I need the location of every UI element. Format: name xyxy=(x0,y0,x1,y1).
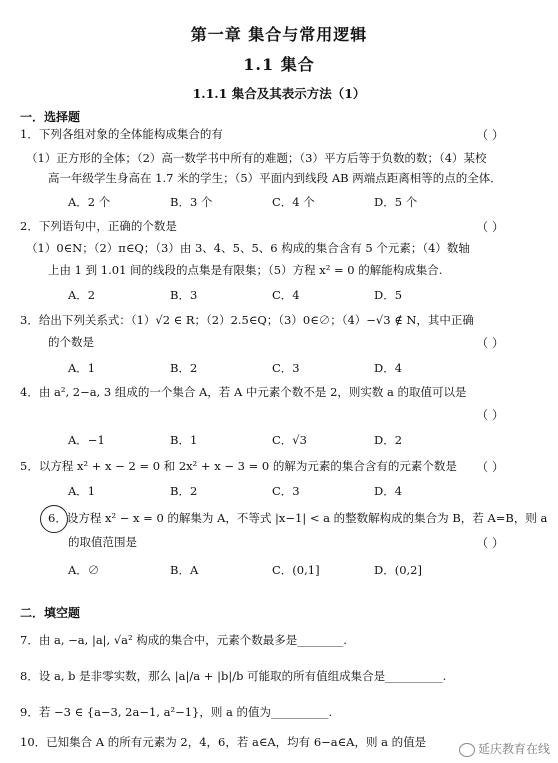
q2-option-c: C．4 xyxy=(272,288,300,302)
q1-option-c: C．4 个 xyxy=(272,195,315,209)
q3-option-c: C．3 xyxy=(272,361,300,375)
part-heading-choice: 一．选择题 xyxy=(20,110,81,124)
q1-line3: 高一年级学生身高在 1.7 米的学生；（5）平面内到线段 AB 两端点距离相等的点的全体． xyxy=(48,171,502,185)
q5-option-d: D．4 xyxy=(374,484,403,498)
q7: 7．由 a, −a, |a|, √a² 构成的集合中，元素个数最多是________. xyxy=(20,633,347,647)
q6-option-a: A．∅ xyxy=(68,563,100,577)
q4-option-d: D．2 xyxy=(374,433,403,447)
q2-option-d: D．5 xyxy=(374,288,403,302)
q10: 10．已知集合 A 的所有元素为 2，4，6，若 a∈A，均有 6−a∈A，则 a 的值是 xyxy=(20,735,427,749)
q4-option-b: B．1 xyxy=(170,433,198,447)
q1-option-b: B．3 个 xyxy=(170,195,213,209)
q3-option-d: D．4 xyxy=(374,361,403,375)
q1-option-a: A．2 个 xyxy=(68,195,111,209)
subsection-title: 1.1.1 集合及其表示方法（1） xyxy=(192,86,366,101)
q3-answer-paren: （ ） xyxy=(476,336,504,350)
part-heading-fill: 二．填空题 xyxy=(20,606,81,620)
section-title: 1.1 集合 xyxy=(243,55,315,74)
q9: 9．若 −3 ∈ {a−3, 2a−1, a²−1}，则 a 的值为__________. xyxy=(20,705,333,719)
q6-answer-paren: （ ） xyxy=(476,536,504,550)
q5-option-c: C．3 xyxy=(272,484,300,498)
q6-option-d: D．(0,2] xyxy=(374,563,422,577)
q6-stem: 6．设方程 x² − x = 0 的解集为 A，不等式 |x−1| < a 的整数解构成的集合为 B，若 A=B，则 a xyxy=(48,511,548,525)
q8: 8．设 a, b 是非零实数，那么 |a|/a + |b|/b 可能取的所有值组成集合是__________. xyxy=(20,669,447,683)
chapter-title: 第一章 集合与常用逻辑 xyxy=(190,25,368,44)
q2-option-a: A．2 xyxy=(68,288,96,302)
q5-answer-paren: （ ） xyxy=(476,460,504,474)
q5-option-b: B．2 xyxy=(170,484,198,498)
q6-option-b: B．A xyxy=(170,563,199,577)
q4-option-a: A．−1 xyxy=(68,433,105,447)
q2-answer-paren: （ ） xyxy=(476,220,504,234)
q1-line2: （1）正方形的全体；（2）高一数学书中所有的难题；（3）平方后等于负数的数；（4）某校 xyxy=(26,151,487,165)
q1-option-d: D．5 个 xyxy=(374,195,418,209)
q6-option-c: C．(0,1] xyxy=(272,563,320,577)
q3-option-b: B．2 xyxy=(170,361,198,375)
q4-stem: 4．由 a², 2−a, 3 组成的一个集合 A，若 A 中元素个数不是 2，则实数 a 的取值可以是 xyxy=(20,385,467,399)
q3-line2: 的个数是 xyxy=(48,335,94,349)
q3-option-a: A．1 xyxy=(68,361,96,375)
q2-line2: （1）0∈N；（2）π∈Q；（3）由 3、4、5、5、6 构成的集合含有 5 个元素；（4）数轴 xyxy=(26,241,470,255)
q4-option-c: C．√3 xyxy=(272,433,307,447)
q2-option-b: B．3 xyxy=(170,288,198,302)
wechat-icon xyxy=(459,743,475,757)
q6-line2: 的取值范围是 xyxy=(68,535,137,549)
q5-option-a: A．1 xyxy=(68,484,96,498)
watermark xyxy=(459,740,550,757)
q2-stem: 2．下列语句中，正确的个数是 xyxy=(20,219,177,233)
q2-line3: 上由 1 到 1.01 间的线段的点集是有限集；（5）方程 x² = 0 的解能构成集合. xyxy=(48,263,443,277)
q5-stem: 5．以方程 x² + x − 2 = 0 和 2x² + x − 3 = 0 的解为元素的集合含有的元素个数是 xyxy=(20,459,457,473)
q1-answer-paren: （ ） xyxy=(476,128,504,142)
q4-answer-paren: （ ） xyxy=(476,408,504,422)
watermark-text: 延庆教育在线 xyxy=(477,742,550,756)
q3-stem: 3．给出下列关系式：（1）√2 ∈ R；（2）2.5∈Q；（3）0∈∅；（4）−√3 ∉ N，其中正确 xyxy=(20,313,474,327)
q1-stem: 1．下列各组对象的全体能构成集合的有 xyxy=(20,127,223,141)
